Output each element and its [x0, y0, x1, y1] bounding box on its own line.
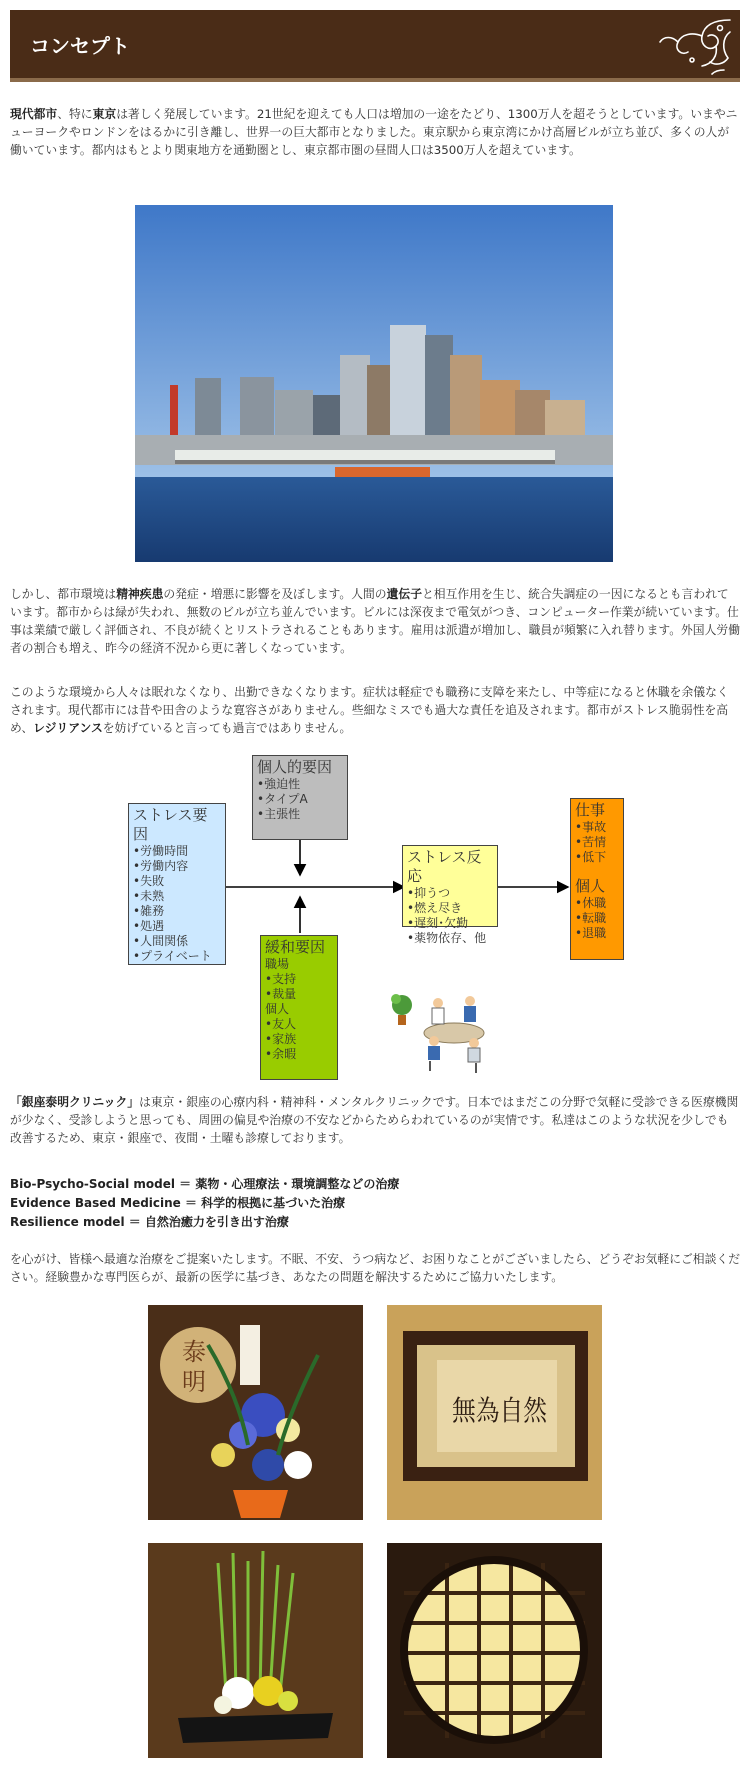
flower-arrangement-photo: [148, 1305, 363, 1520]
outcome-personal-title: 個人: [575, 877, 606, 895]
keyword-resilience: レジリアンス: [33, 721, 103, 735]
outcome-work-list: [575, 820, 619, 865]
relief-workplace-list: [265, 972, 333, 1002]
treatment-models: [10, 1175, 740, 1232]
intro-text-1: 、特に: [57, 107, 93, 121]
list-item: • 労働時間: [133, 844, 221, 859]
list-item: • 処遇: [133, 919, 221, 934]
list-item: • 雑務: [133, 904, 221, 919]
personal-factor-title: 個人的要因: [257, 758, 333, 776]
stress-reaction-list: [407, 886, 493, 946]
stress-model-diagram: [120, 755, 630, 1085]
keyword-modern-city: 現代都市: [10, 107, 58, 121]
keyword-tokyo: 東京: [92, 107, 117, 121]
consultation-paragraph: を心がけ、皆様へ最適な治療をご提案いたします。不眠、不安、うつ病など、お困りなことがございましたら、どうぞお気軽にご相談ください。経験豊かな専門医らが、最新の医学に基づき、あなたの問題を解決するためにご協力いたします。: [10, 1252, 740, 1284]
list-item: • 抑うつ: [407, 886, 493, 901]
list-item: • 遅刻･欠勤: [407, 916, 493, 931]
calligraphy-text: 無為自然: [452, 1394, 548, 1427]
stress-factor-title: ストレス要因: [133, 806, 208, 843]
list-item: • 事故: [575, 820, 619, 835]
round-window-photo: [387, 1543, 602, 1758]
list-item: • 強迫性: [257, 777, 343, 792]
para2-text-2: の発症・増悪に影響を及ぼします。人間の: [163, 587, 387, 601]
stress-reaction-title: ストレス反応: [407, 848, 482, 885]
list-item: • 退職: [575, 926, 619, 941]
calligraphy-frame-photo: [387, 1305, 602, 1520]
list-item: • プライベート: [133, 949, 221, 964]
list-item: • 家族: [265, 1032, 333, 1047]
tokyo-bay-photo: [135, 205, 613, 562]
list-item: • 燃え尽き: [407, 901, 493, 916]
meeting-clipart-icon: [390, 975, 500, 1075]
outcome-work-title: 仕事: [575, 801, 606, 819]
para2-text-1: しかし、都市環境は: [10, 587, 117, 601]
list-item: • 薬物依存、他: [407, 931, 493, 946]
relief-sub-workplace: 職場: [265, 957, 290, 971]
stress-factor-list: [133, 844, 221, 964]
model-resilience: Resilience model ＝ 自然治癒力を引き出す治療: [10, 1215, 289, 1229]
model-bio-psycho-social: Bio-Psycho-Social model ＝ 薬物・心理療法・環境調整などの治療: [10, 1177, 400, 1191]
list-item: • タイプA: [257, 792, 343, 807]
para3-text-2: を妨げていると言っても過言ではありません。: [102, 721, 352, 735]
clinic-intro-paragraph: [10, 1093, 740, 1147]
relief-factor-title: 緩和要因: [265, 938, 326, 956]
personal-factor-box: [252, 755, 348, 840]
para4-text: は東京・銀座の心療内科・精神科・メンタルクリニックです。日本ではまだこの分野で気軽に受診できる医療機関が少なく、受診しようと思っても、周囲の偏見や治療の不安などからためらわれているのが実情です。私達はこのような状況を少しでも改善するため、東京・銀座で、夜間・土曜も診療しております。: [10, 1095, 739, 1145]
flourish-ornament-icon: [652, 14, 732, 76]
para2-text-3: と相互作用を生じ、統合失調症の一因になるとも言われています。都市からは緑が失われ、無数のビルが立ち並んでいます。ビルには深夜まで電気がつき、コンピューター作業が続いています。仕事は業績で厳しく評価され、不良が続くとリストラされることもあります。雇用は派遣が増加し、職員が頻繁に入れ替ります。外国人労働者の割合も増え、昨今の経済不況から更に著しくなっています。: [10, 587, 740, 655]
list-item: • 主張性: [257, 807, 343, 822]
stress-factor-box: [128, 803, 226, 965]
list-item: • 裁量: [265, 987, 333, 1002]
intro-paragraph: [10, 105, 740, 159]
list-item: • 休職: [575, 896, 619, 911]
list-item: • 低下: [575, 850, 619, 865]
page-title: コンセプト: [30, 34, 130, 58]
personal-factor-list: [257, 777, 343, 822]
para3-text-1: このような環境から人々は眠れなくなり、出勤できなくなります。症状は軽症でも職務に支障を来たし、中等症になると休職を余儀なくされます。現代都市には昔や田舎のような寛容さがありません。些細なミスでも過大な責任を追及されます。都市がストレス脆弱性を高め、: [10, 685, 729, 735]
list-item: • 転職: [575, 911, 619, 926]
list-item: • 苦情: [575, 835, 619, 850]
sign-char-2: 明: [182, 1368, 206, 1396]
relief-individual-list: [265, 1017, 333, 1062]
relief-sub-individual: 個人: [265, 1002, 290, 1016]
list-item: • 支持: [265, 972, 333, 987]
model-evidence-based: Evidence Based Medicine ＝ 科学的根拠に基づいた治療: [10, 1196, 346, 1210]
list-item: • 人間関係: [133, 934, 221, 949]
sign-char-1: 泰: [182, 1338, 206, 1366]
outcome-personal-list: [575, 896, 619, 941]
ikebana-photo: [148, 1543, 363, 1758]
intro-text-2: は著しく発展しています。21世紀を迎えても人口は増加の一途をたどり、1300万人を超そうとしています。いまやニューヨークやロンドンをはるかに引き離し、世界一の巨大都市となりました。東京駅から東京湾にかけ高層ビルが立ち並び、多くの人が働いています。都内はもとより関東地方を通勤圏とし、東京都市圏の昼間人口は3500万人を超えています。: [10, 107, 738, 157]
list-item: • 労働内容: [133, 859, 221, 874]
stress-reaction-box: [402, 845, 498, 945]
resilience-paragraph: [10, 683, 740, 737]
page-header: [10, 10, 740, 82]
list-item: • 余暇: [265, 1047, 333, 1062]
list-item: • 失敗: [133, 874, 221, 889]
outcome-box: [570, 798, 624, 960]
keyword-gene: 遺伝子: [386, 587, 422, 601]
relief-factor-box: [260, 935, 338, 1080]
urban-environment-paragraph: [10, 585, 740, 657]
list-item: • 友人: [265, 1017, 333, 1032]
list-item: • 未熟: [133, 889, 221, 904]
clinic-name: 「銀座泰明クリニック」: [10, 1095, 140, 1109]
keyword-mental-illness: 精神疾患: [116, 587, 164, 601]
